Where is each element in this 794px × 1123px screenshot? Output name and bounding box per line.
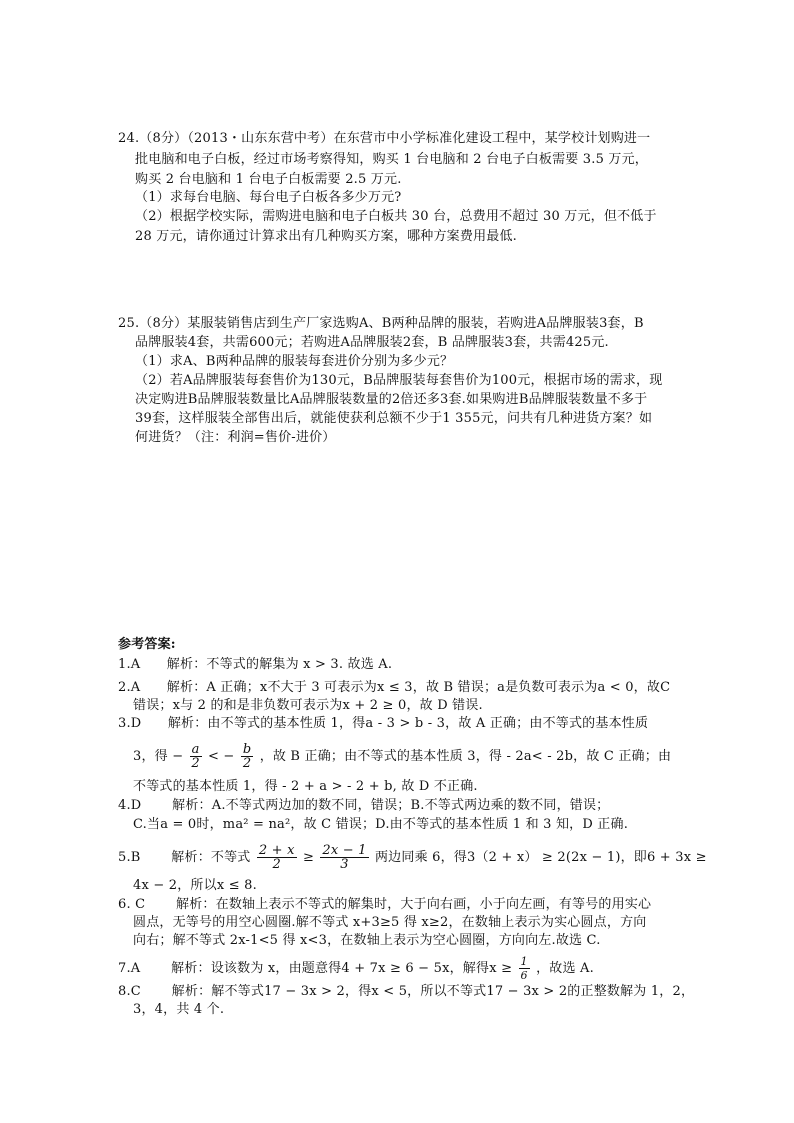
fraction-denominator: 2	[272, 857, 281, 872]
answer-7-text-b: ，故选 A.	[536, 961, 594, 976]
fraction-denominator: 2	[242, 756, 252, 771]
answer-7-text-a: 7.A 解析：设该数为 x，由题意得4 + 7x ≥ 6 − 5x，解得x ≥	[118, 961, 513, 976]
answer-6-line-3: 向右；解不等式 2x-1<5 得 x<3，在数轴上表示为空心圆圈，方向向左.故选 C.	[133, 933, 601, 948]
answer-5-line-1	[118, 844, 707, 871]
answer-3-text-b: < −	[207, 749, 235, 764]
fraction-numerator: a	[191, 742, 200, 757]
q25-part-2: （2）若A品牌服装每套售价为130元，B品牌服装每套售价为100元，根据市场的需求，现	[135, 373, 663, 388]
fraction-2x-minus-1-over-3	[320, 844, 368, 871]
q25-line-2: 品牌服装4套，共需600元；若购进A品牌服装2套，B 品牌服装3套，共需425元.	[135, 335, 609, 350]
fraction-numerator: 1	[520, 955, 528, 968]
q25-line-1: 25.（8分）某服装销售店到生产厂家选购A、B两种品牌的服装，若购进A品牌服装3套，B	[118, 316, 644, 331]
q24-part-2: （2）根据学校实际，需购进电脑和电子白板共 30 台，总费用不超过 30 万元，但不低于	[135, 209, 657, 224]
answer-1: 1.A 解析：不等式的解集为 x > 3. 故选 A.	[118, 657, 393, 672]
answer-5-text-c: 两边同乘 6，得3（2 + x） ≥ 2(2x − 1)，即6 + 3x ≥	[374, 850, 707, 865]
answer-8-line-1: 8.C 解析：解不等式17 − 3x > 2，得x < 5，所以不等式17 − 3x > 2的正整数解为 1，2，	[118, 984, 695, 999]
fraction-numerator: 2 + x	[258, 843, 295, 858]
answer-6-line-2: 圆点，无等号的用空心圆圈.解不等式 x+3≥5 得 x≥2，在数轴上表示为实心圆点，方向	[133, 915, 647, 930]
answer-3-text-c: ，故 B 正确；由不等式的基本性质 3，得 - 2a< - 2b，故 C 正确；由	[259, 749, 672, 764]
fraction-denominator: 6	[520, 969, 528, 982]
answer-5-text-b: ≥	[302, 850, 315, 865]
q24-line-3: 购买 2 台电脑和 1 台电子白板需要 2.5 万元.	[135, 172, 402, 187]
answers-heading: 参考答案:	[118, 637, 176, 652]
answer-4-line-2: C.当a = 0时，ma² = na²，故 C 错误；D.由不等式的基本性质 1 和 3 知，D 正确.	[133, 817, 629, 832]
answer-5-text-a: 5.B 解析：不等式	[118, 850, 251, 865]
answer-4-line-1: 4.D 解析：A.不等式两边加的数不同，错误；B.不等式两边乘的数不同，错误；	[118, 798, 610, 813]
q25-part-1: （1）求A、B两种品牌的服装每套进价分别为多少元？	[135, 354, 454, 369]
q25-line-7: 何进货？（注：利润=售价-进价）	[135, 430, 336, 445]
fraction-numerator: 2x − 1	[322, 843, 367, 858]
fraction-2-plus-x-over-2	[257, 844, 297, 871]
answer-6-line-1: 6. C 解析：在数轴上表示不等式的解集时，大于向右画，小于向左画，有等号的用实心	[118, 897, 652, 912]
fraction-a-over-2	[190, 743, 202, 770]
fraction-numerator: b	[242, 742, 252, 757]
answer-2-line-2: 错误；x与 2 的和是非负数可表示为x + 2 ≥ 0，故 D 错误.	[133, 698, 483, 713]
q24-line-6: 28 万元，请你通过计算求出有几种购买方案，哪种方案费用最低.	[135, 229, 518, 244]
answer-3-line-1: 3.D 解析：由不等式的基本性质 1，得a - 3 > b - 3，故 A 正确；由不等式的基本性质	[118, 716, 649, 731]
q24-part-1: （1）求每台电脑、每台电子白板各多少万元?	[135, 190, 402, 205]
answer-8-line-2: 3，4，共 4 个.	[133, 1002, 225, 1017]
q25-line-5: 决定购进B品牌服装数量比A品牌服装数量的2倍还多3套.如果购进B品牌服装数量不多于	[135, 392, 648, 407]
q25-line-6: 39套，这样服装全部售出后，就能使获利总额不少于1 355元，问共有几种进货方案？如	[135, 411, 653, 426]
answer-5-line-2: 4x − 2，所以x ≤ 8.	[133, 878, 257, 893]
answer-3-line-3: 不等式的基本性质 1，得 - 2 + a > - 2 + b, 故 D 不正确.	[133, 779, 478, 794]
fraction-denominator: 3	[340, 857, 349, 872]
q24-line-1: 24.（8分）（2013・山东东营中考）在东营市中小学标准化建设工程中，某学校计划购进一	[118, 131, 651, 146]
fraction-b-over-2	[241, 743, 254, 770]
fraction-1-over-6	[519, 955, 530, 982]
answer-3-text-a: 3，得 −	[133, 749, 184, 764]
answer-7	[118, 955, 594, 982]
fraction-denominator: 2	[191, 756, 200, 771]
q24-line-2: 批电脑和电子白板，经过市场考察得知，购买 1 台电脑和 2 台电子白板需要 3.5 万元，	[135, 152, 649, 167]
answer-3-line-2	[133, 743, 671, 770]
answer-2-line-1: 2.A 解析：A 正确；x不大于 3 可表示为x ≤ 3，故 B 错误；a是负数可表示为a < 0，故C	[118, 680, 671, 695]
